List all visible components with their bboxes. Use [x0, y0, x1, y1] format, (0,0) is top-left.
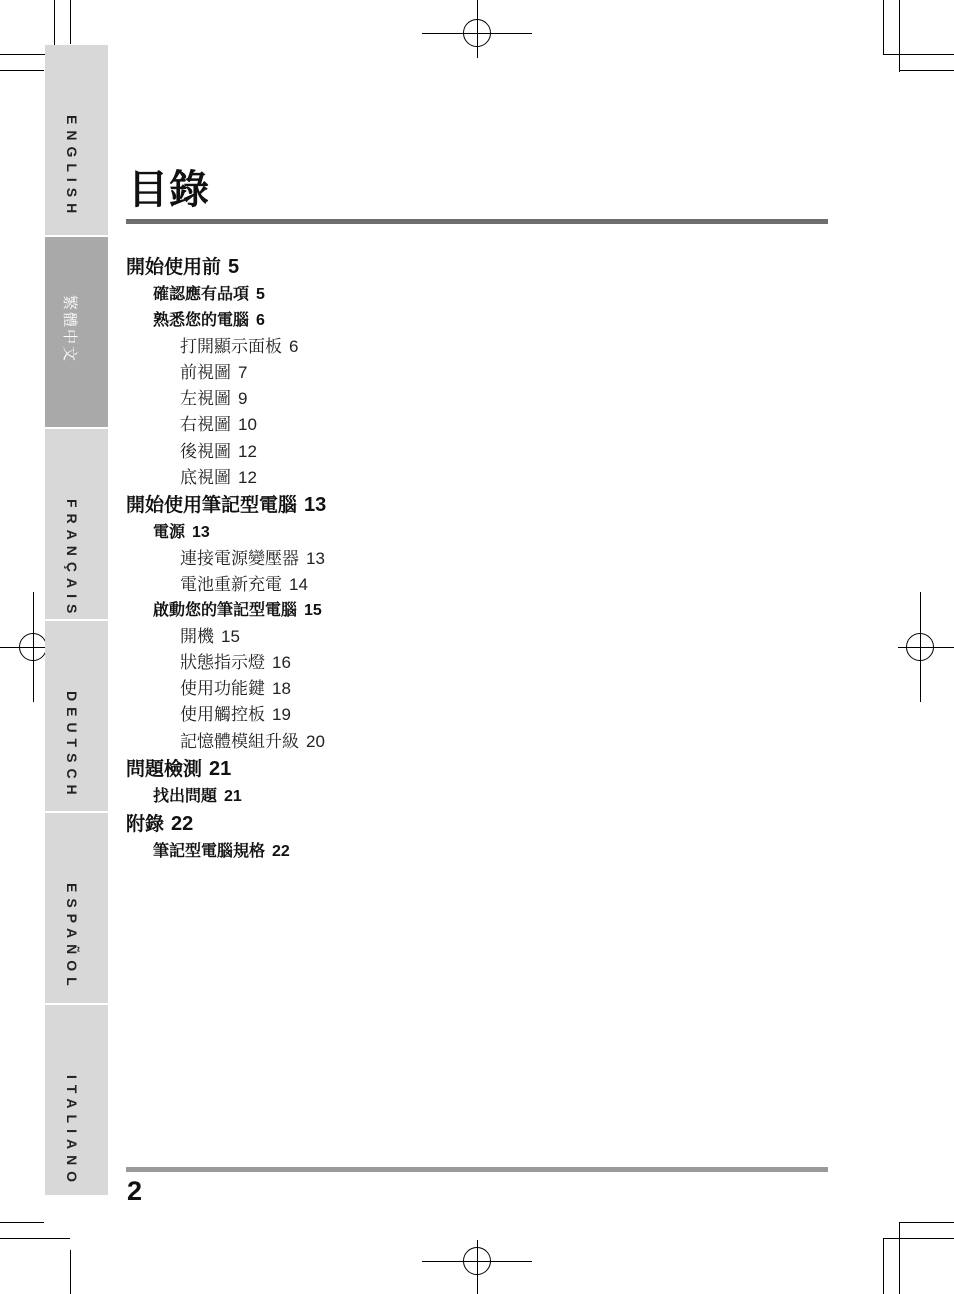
- toc-entry-label: 底視圖: [180, 468, 231, 487]
- toc-entry-page: 5: [256, 286, 265, 303]
- tab-spanish[interactable]: [45, 813, 108, 1003]
- toc-entry-page: 19: [272, 705, 291, 724]
- language-tabs: [45, 45, 108, 1197]
- toc-entry-page: 13: [306, 549, 325, 568]
- toc-entry-label: 開機: [180, 627, 214, 646]
- tab-italian[interactable]: [45, 1005, 108, 1195]
- toc-entry-label: 開始使用前: [126, 257, 222, 278]
- tab-traditional-chinese[interactable]: [45, 237, 108, 427]
- crop-mark: [899, 70, 954, 71]
- tab-label: ENGLISH: [64, 115, 80, 220]
- toc-entry-page: 22: [272, 843, 290, 860]
- toc-entry-label: 打開顯示面板: [180, 337, 282, 356]
- toc-entry-page: 22: [171, 813, 194, 835]
- toc-entry-page: 15: [221, 627, 240, 646]
- tab-label: FRANÇAIS: [64, 499, 80, 620]
- toc-entry-page: 12: [238, 468, 257, 487]
- crop-mark: [899, 0, 900, 72]
- toc-entry-page: 21: [224, 788, 242, 805]
- toc-entry-label: 筆記型電腦規格: [153, 843, 266, 860]
- toc-entry-label: 電源: [153, 524, 186, 541]
- toc-entry-page: 13: [304, 494, 327, 516]
- toc-entry-page: 16: [272, 653, 291, 672]
- toc-entry-label: 右視圖: [180, 415, 231, 434]
- toc-entry-page: 14: [289, 575, 308, 594]
- tab-english[interactable]: [45, 45, 108, 235]
- crop-mark: [883, 1238, 884, 1294]
- toc-entry-page: 20: [306, 732, 325, 751]
- tab-label: 繁體中文: [61, 295, 78, 364]
- toc-entry-label: 前視圖: [180, 363, 231, 382]
- toc-entry-page: 6: [256, 312, 265, 329]
- tab-german[interactable]: [45, 621, 108, 811]
- toc-entry-page: 5: [228, 256, 240, 278]
- toc-entry-label: 使用觸控板: [180, 705, 265, 724]
- crop-mark: [883, 1238, 954, 1239]
- toc-entry-label: 開始使用筆記型電腦: [126, 495, 298, 516]
- toc-entry-label: 確認應有品項: [153, 286, 250, 303]
- toc-entry-label: 記憶體模組升級: [180, 732, 299, 751]
- toc-entry-page: 15: [304, 602, 322, 619]
- tab-label: ITALIANO: [64, 1075, 80, 1189]
- toc-entry-label: 熟悉您的電腦: [153, 312, 250, 329]
- toc-entry-page: 12: [238, 442, 257, 461]
- toc-entry-page: 18: [272, 679, 291, 698]
- toc-entry-page: 10: [238, 415, 257, 434]
- toc-entry-page: 13: [192, 524, 210, 541]
- crop-mark: [0, 70, 44, 71]
- footer-divider: [126, 1167, 828, 1172]
- page-title: 目錄: [128, 168, 210, 212]
- crop-mark: [883, 0, 884, 54]
- crop-mark: [70, 0, 71, 44]
- toc-entry-label: 使用功能鍵: [180, 679, 265, 698]
- crop-mark: [0, 1238, 70, 1239]
- tab-french[interactable]: [45, 429, 108, 619]
- toc-entry-label: 找出問題: [153, 788, 218, 805]
- tab-label: DEUTSCH: [64, 691, 80, 801]
- tab-label: ESPAÑOL: [64, 883, 80, 992]
- toc-entry-page: 7: [238, 363, 248, 382]
- toc-entry-page: 9: [238, 389, 248, 408]
- toc-entry-label: 後視圖: [180, 442, 231, 461]
- page-number: 2: [127, 1176, 143, 1206]
- crop-mark: [899, 1222, 900, 1294]
- toc-entry-label: 狀態指示燈: [180, 653, 265, 672]
- toc-entry-page: 6: [289, 337, 299, 356]
- toc-entry-page: 21: [209, 758, 232, 780]
- toc-entry-label: 連接電源變壓器: [180, 549, 299, 568]
- crop-mark: [0, 1222, 44, 1223]
- toc-entry-label: 附錄: [126, 814, 165, 835]
- crop-mark: [70, 1250, 71, 1294]
- toc-entry-label: 左視圖: [180, 389, 231, 408]
- crop-mark: [883, 54, 954, 55]
- crop-mark: [899, 1222, 954, 1223]
- toc-entry-label: 啟動您的筆記型電腦: [153, 602, 298, 619]
- title-divider: [126, 219, 828, 224]
- toc-entry-label: 電池重新充電: [180, 575, 282, 594]
- toc-entry-label: 問題檢測: [126, 759, 203, 780]
